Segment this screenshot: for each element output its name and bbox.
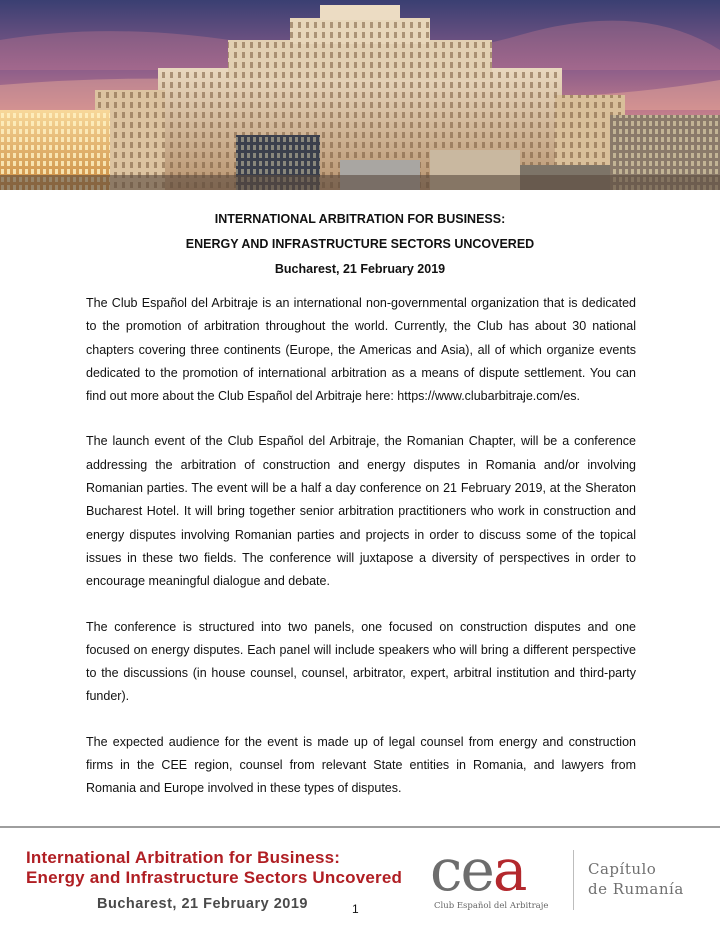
document-title-line-1: INTERNATIONAL ARBITRATION FOR BUSINESS: bbox=[214, 212, 506, 226]
footer-date: Bucharest, 21 February 2019 bbox=[97, 896, 308, 912]
footer-divider bbox=[0, 826, 720, 828]
logo-letter-c: c bbox=[430, 836, 461, 904]
logo-divider bbox=[573, 850, 574, 910]
logo-letter-e: e bbox=[460, 836, 493, 904]
page-footer bbox=[0, 826, 720, 932]
cea-logo bbox=[430, 836, 526, 904]
parliament-palace-photo bbox=[0, 0, 720, 190]
document-heading bbox=[0, 207, 720, 282]
chapter-line-2: de Rumanía bbox=[588, 880, 684, 898]
footer-title-line-1: International Arbitration for Business: bbox=[26, 848, 341, 867]
paragraph-launch-event: The launch event of the Club Español del Arbitraje, the Romanian Chapter, will be a conference addressing the arbitration of construction and energy disputes in Romania and/or involving Romanian parties. The event will be a half a day conference on 21 February 2019, at the Sheraton Bucharest Hotel. It will bring together senior arbitration practitioners who work in construction and energy disputes involving Romanian parties and projects in order to discuss some of the topical issues in these two fields. The conference will juxtapose a diversity of perspectives in order to encourage meaningful dialogue and debate. bbox=[86, 434, 636, 589]
logo-letter-a: a bbox=[492, 836, 526, 904]
footer-title-line-2: Energy and Infrastructure Sectors Uncovered bbox=[26, 868, 403, 887]
page-number: 1 bbox=[352, 902, 359, 916]
paragraph-expected-audience: The expected audience for the event is made up of legal counsel from energy and construction firms in the CEE region, counsel from relevant State entities in Romania, and lawyers from Romania and Europe involved in these types of disputes. bbox=[86, 734, 636, 796]
document-date: Bucharest, 21 February 2019 bbox=[274, 262, 446, 276]
chapter-name bbox=[588, 859, 684, 899]
paragraph-about-club: The Club Español del Arbitraje is an international non-governmental organization that is dedicated to the promotion of arbitration throughout the world. Currently, the Club has about 30 national chapters covering three continents (Europe, the Americas and Asia), all of which organize events dedicated to the promotion of international arbitration as a means of dispute settlement. You can find out more about the Club Español del Arbitraje here: https://www.clubarbitraje.com/es. bbox=[86, 296, 636, 404]
paragraph-conference-structure: The conference is structured into two panels, one focused on construction disputes and one focused on energy disputes. Each panel will include speakers who will bring a different perspective to the discussions (in house counsel, counsel, arbitrator, expert, arbitral institution and third-party funder). bbox=[86, 619, 636, 704]
logo-subtitle: Club Español del Arbitraje bbox=[434, 901, 549, 911]
chapter-line-1: Capítulo bbox=[588, 860, 657, 878]
document-title-line-2: ENERGY AND INFRASTRUCTURE SECTORS UNCOVERED bbox=[185, 237, 535, 251]
document-body bbox=[86, 292, 636, 823]
